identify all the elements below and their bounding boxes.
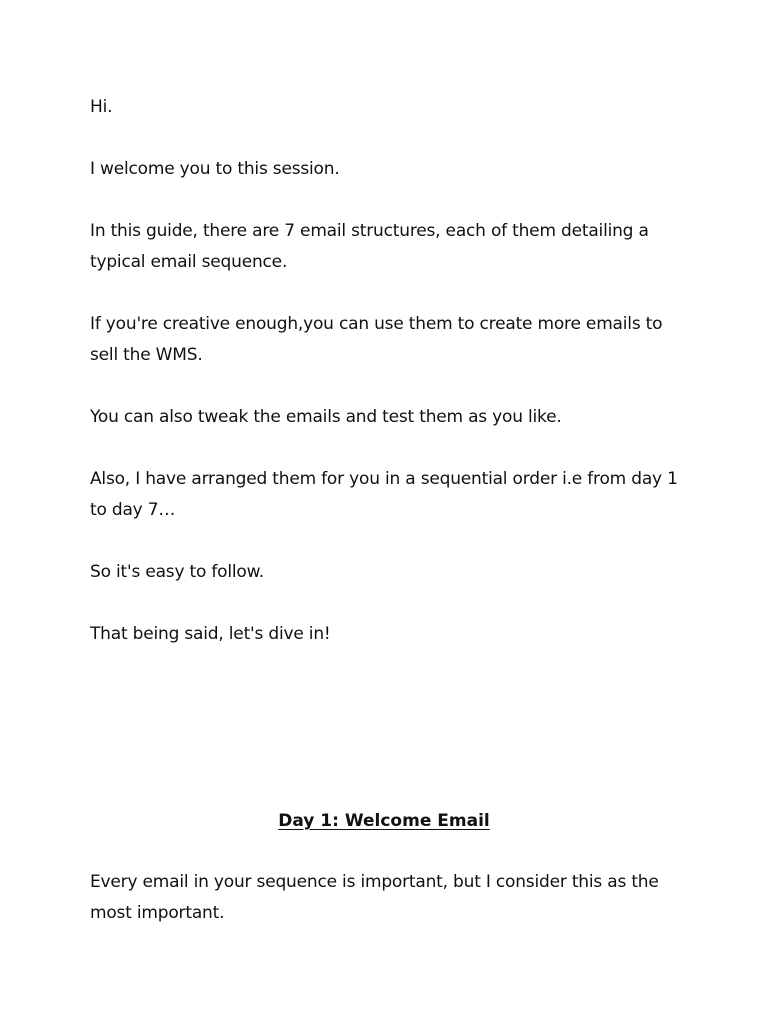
section-heading bbox=[0, 806, 768, 837]
section-body-paragraph: Every email in your sequence is important, but I consider this as the most important. bbox=[90, 872, 659, 923]
tweak-paragraph: You can also tweak the emails and test them as you like. bbox=[90, 407, 562, 427]
sequential-order-paragraph: Also, I have arranged them for you in a sequential order i.e from day 1 to day 7… bbox=[90, 469, 678, 520]
section-heading-text: Day 1: Welcome Email bbox=[278, 811, 490, 831]
greeting-paragraph: Hi. bbox=[90, 97, 113, 117]
creative-paragraph: If you're creative enough,you can use them to create more emails to sell the WMS. bbox=[90, 314, 663, 365]
dive-in-paragraph: That being said, let's dive in! bbox=[90, 624, 331, 644]
guide-intro-paragraph: In this guide, there are 7 email structures, each of them detailing a typical email sequence. bbox=[90, 221, 649, 272]
easy-follow-paragraph: So it's easy to follow. bbox=[90, 562, 264, 582]
welcome-paragraph: I welcome you to this session. bbox=[90, 159, 340, 179]
